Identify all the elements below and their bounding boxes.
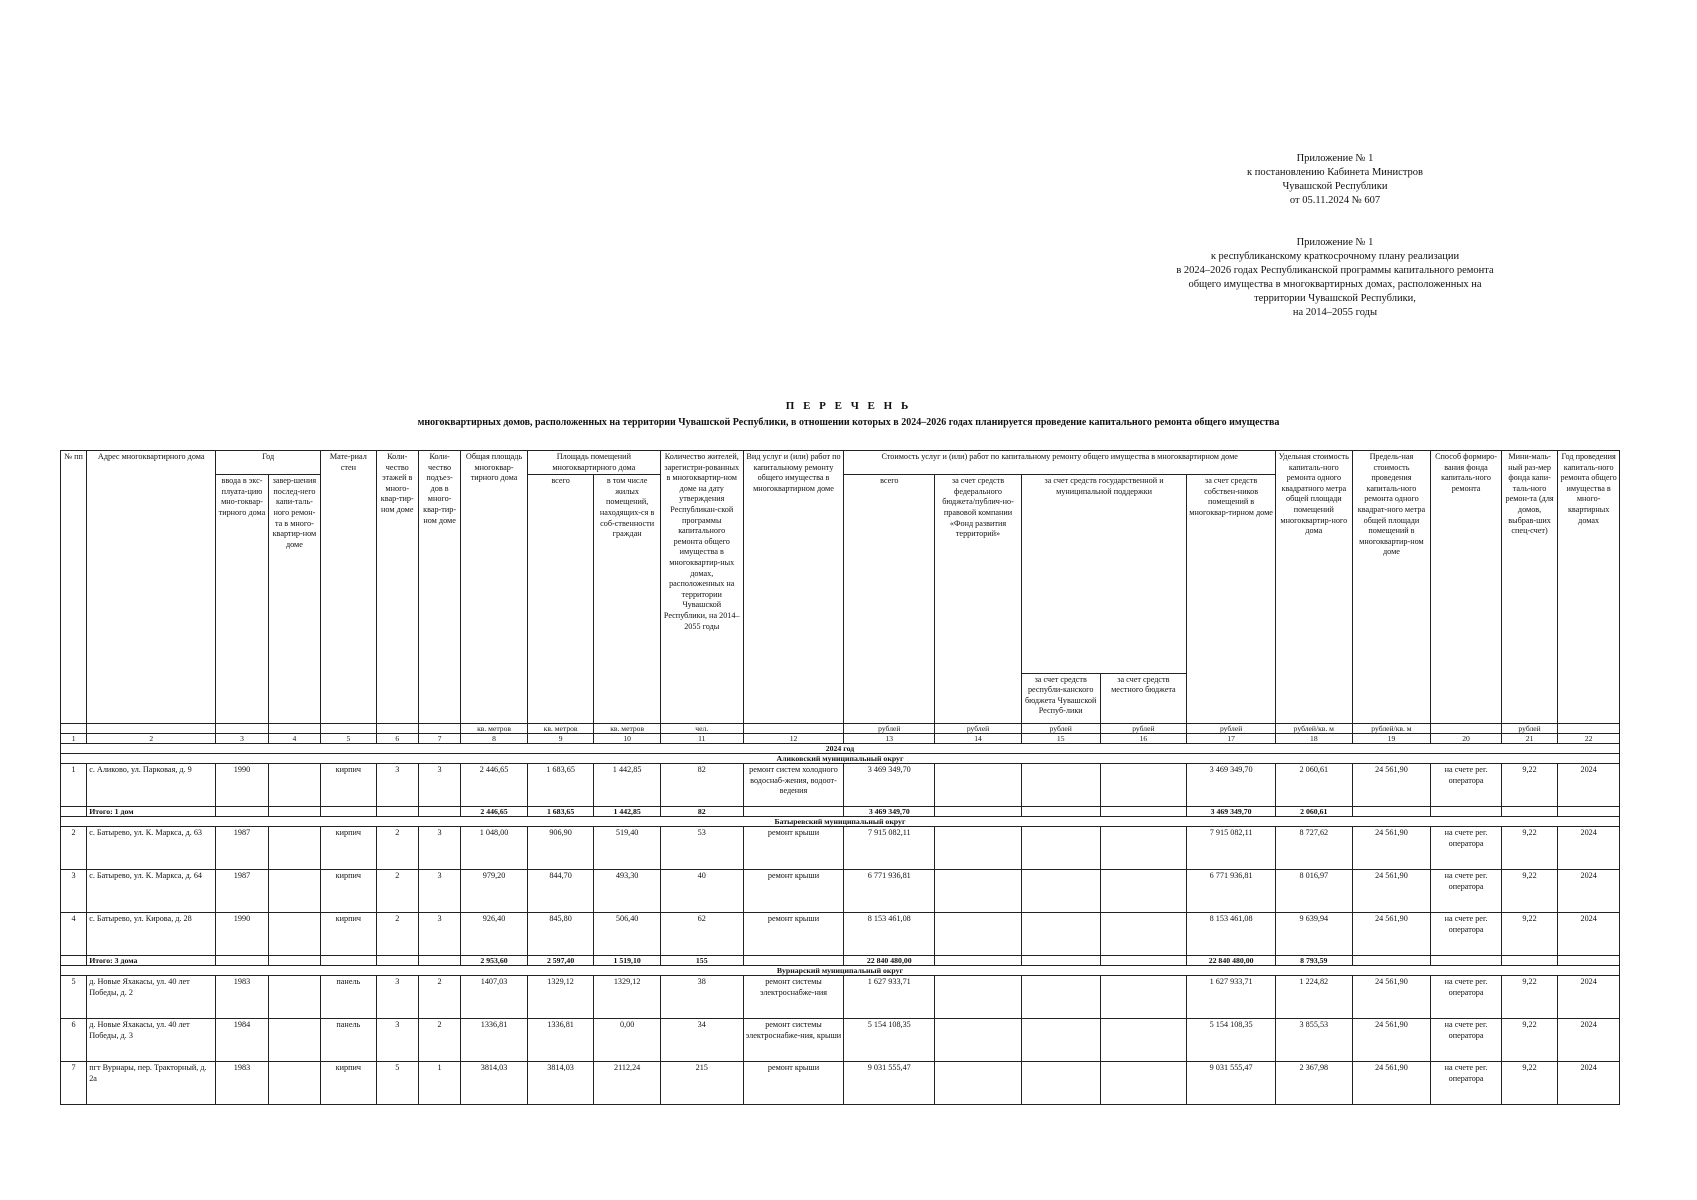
header-line: в 2024–2026 годах Республиканской программы капитального ремонта — [1176, 265, 1494, 276]
table-cell: 2024 — [1558, 1019, 1620, 1062]
table-cell: 1987 — [216, 870, 268, 913]
table-cell: 1336,81 — [527, 1019, 594, 1062]
col-header-floors: Коли-чество этажей в много-квар-тир-ном доме — [376, 451, 418, 724]
table-cell: с. Аликово, ул. Парковая, д. 9 — [87, 764, 216, 807]
col-header-total-area: Общая площадь многоквар-тирного дома — [461, 451, 528, 724]
table-cell: 6 — [61, 1019, 87, 1062]
table-cell: 1 224,82 — [1276, 976, 1353, 1019]
header-line: Приложение № 1 — [1296, 153, 1374, 164]
col-header-commission-year: ввода в экс-плуата-цию мно-гоквар-тирного дома — [216, 475, 268, 724]
table-cell: с. Батырево, ул. К. Маркса, д. 63 — [87, 827, 216, 870]
table-cell: 24 561,90 — [1352, 1062, 1431, 1105]
table-cell: 53 — [660, 827, 743, 870]
table-cell — [268, 1062, 320, 1105]
table-cell: ремонт системы электроснабже-ния, крыши — [743, 1019, 844, 1062]
table-cell: 3 — [418, 913, 460, 956]
header-line: к постановлению Кабинета Министров — [1247, 167, 1423, 178]
total-label: Итого: 3 дома — [87, 956, 216, 966]
table-cell: 2 — [418, 976, 460, 1019]
col-header-max-cost: Предель-ная стоимость проведения капиталь-ного ремонта одного квадрат-ного метра общей площади помещений в многоквартир-ном доме — [1352, 451, 1431, 724]
table-cell: панель — [321, 1019, 376, 1062]
table-cell: на счете рег. оператора — [1431, 764, 1502, 807]
table-cell: 40 — [660, 870, 743, 913]
table-cell: 3814,03 — [527, 1062, 594, 1105]
table-cell — [1100, 976, 1187, 1019]
table-cell: 7 915 082,11 — [1187, 827, 1276, 870]
table-cell: 3 — [61, 870, 87, 913]
table-cell: 7 915 082,11 — [844, 827, 935, 870]
table-cell: 845,80 — [527, 913, 594, 956]
table-cell — [1021, 1062, 1100, 1105]
table-cell: 9,22 — [1501, 764, 1557, 807]
table-cell: 2024 — [1558, 1062, 1620, 1105]
table-cell — [935, 976, 1022, 1019]
table-cell: д. Новые Яхакасы, ул. 40 лет Победы, д. 2 — [87, 976, 216, 1019]
col-header-cost-group: Стоимость услуг и (или) работ по капитальному ремонту общего имущества в многоквартирном доме — [844, 451, 1276, 475]
header-line: общего имущества в многоквартирных домах, расположенных на — [1188, 279, 1482, 290]
table-cell — [1021, 913, 1100, 956]
table-cell — [1021, 976, 1100, 1019]
table-cell — [935, 827, 1022, 870]
table-cell: 1990 — [216, 764, 268, 807]
table-cell: 493,30 — [594, 870, 661, 913]
table-cell: 24 561,90 — [1352, 976, 1431, 1019]
table-cell: 1983 — [216, 976, 268, 1019]
table-cell: 24 561,90 — [1352, 870, 1431, 913]
table-cell: 9 031 555,47 — [1187, 1062, 1276, 1105]
table-cell: 6 771 936,81 — [1187, 870, 1276, 913]
table-cell: 1990 — [216, 913, 268, 956]
table-cell: 3 — [418, 764, 460, 807]
table-cell: ремонт крыши — [743, 913, 844, 956]
header-line: к республиканскому краткосрочному плану реализации — [1210, 251, 1460, 262]
table-cell: 1407,03 — [461, 976, 528, 1019]
table-cell: 3814,03 — [461, 1062, 528, 1105]
table-row — [61, 827, 1620, 870]
table-cell: 24 561,90 — [1352, 764, 1431, 807]
table-cell — [935, 870, 1022, 913]
header-block-2 — [1075, 236, 1595, 320]
table-cell: 979,20 — [461, 870, 528, 913]
col-header-year-group: Год — [216, 451, 321, 475]
table-cell: 2112,24 — [594, 1062, 661, 1105]
table-cell: 9,22 — [1501, 913, 1557, 956]
col-header-unit-cost: Удельная стоимость капиталь-ного ремонта одного квадратного метра общей площади помещений многоквартир-ного дома — [1276, 451, 1353, 724]
table-cell: кирпич — [321, 870, 376, 913]
header-line: территории Чувашской Республики, — [1254, 293, 1416, 304]
col-header-fund-method: Способ формиро-вания фонда капиталь-ного ремонта — [1431, 451, 1502, 724]
district-label: Аликовский муниципальный округ — [61, 754, 1620, 764]
table-cell: 2 — [376, 870, 418, 913]
table-cell — [1021, 1019, 1100, 1062]
table-cell: 2 — [376, 913, 418, 956]
table-cell: 844,70 — [527, 870, 594, 913]
table-cell: 9,22 — [1501, 1062, 1557, 1105]
housing-list-table — [60, 450, 1620, 1105]
district-row — [61, 817, 1620, 827]
table-cell: 2024 — [1558, 870, 1620, 913]
table-cell: 5 154 108,35 — [844, 1019, 935, 1062]
col-header-area-total: всего — [527, 475, 594, 724]
table-cell: 1 627 933,71 — [844, 976, 935, 1019]
table-cell: 3 — [376, 1019, 418, 1062]
table-cell: 7 — [61, 1062, 87, 1105]
document-subtitle: многоквартирных домов, расположенных на территории Чувашской Республики, в отношении которых в 2024–2026 годах планируется проведение капитального ремонта общего имущества — [417, 417, 1280, 428]
table-cell: 3 — [376, 764, 418, 807]
table-cell: 1 442,85 — [594, 764, 661, 807]
table-cell: 906,90 — [527, 827, 594, 870]
table-cell: 1 683,65 — [527, 764, 594, 807]
table-cell: пгт Вурнары, пер. Тракторный, д. 2а — [87, 1062, 216, 1105]
table-cell: 5 — [61, 976, 87, 1019]
table-cell: кирпич — [321, 913, 376, 956]
table-cell: 82 — [660, 764, 743, 807]
table-cell: с. Батырево, ул. К. Маркса, д. 64 — [87, 870, 216, 913]
table-row — [61, 1062, 1620, 1105]
table-cell: на счете рег. оператора — [1431, 913, 1502, 956]
year-label: 2024 год — [61, 744, 1620, 754]
header-row-1 — [61, 451, 1620, 475]
header-line: от 05.11.2024 № 607 — [1289, 195, 1381, 206]
table-cell: на счете рег. оператора — [1431, 1062, 1502, 1105]
table-cell: 215 — [660, 1062, 743, 1105]
year-section-row — [61, 744, 1620, 754]
table-cell: 9,22 — [1501, 827, 1557, 870]
table-cell: 8 153 461,08 — [844, 913, 935, 956]
table-cell: 24 561,90 — [1352, 913, 1431, 956]
table-cell: д. Новые Яхакасы, ул. 40 лет Победы, д. 3 — [87, 1019, 216, 1062]
table-cell — [1100, 913, 1187, 956]
table-cell: 9,22 — [1501, 870, 1557, 913]
total-row: Итого: 1 дом 2 446,65 1 683,65 1 442,85 82 3 469 349,70 3 469 349,70 2 060,61 — [61, 807, 1620, 817]
col-header-cost-owners: за счет средств собствен-ников помещений в многоквар-тирном доме — [1187, 475, 1276, 724]
table-cell — [1100, 1019, 1187, 1062]
table-cell — [935, 1019, 1022, 1062]
table-cell — [935, 764, 1022, 807]
table-cell: ремонт крыши — [743, 1062, 844, 1105]
col-header-cost-federal: за счет средств федерального бюджета/публич-но-правовой компании «Фонд развития территорий» — [935, 475, 1022, 724]
table-cell: 8 016,97 — [1276, 870, 1353, 913]
col-header-address: Адрес многоквартирного дома — [87, 451, 216, 724]
table-cell: на счете рег. оператора — [1431, 870, 1502, 913]
table-cell: 1 048,00 — [461, 827, 528, 870]
district-label: Вурнарский муниципальный округ — [61, 966, 1620, 976]
district-label: Батыревский муниципальный округ — [61, 817, 1620, 827]
table-cell — [1021, 870, 1100, 913]
table-cell: 3 — [376, 976, 418, 1019]
table-row — [61, 913, 1620, 956]
header-line: на 2014–2055 годы — [1292, 307, 1378, 318]
table-cell — [935, 1062, 1022, 1105]
table-cell: 2 — [418, 1019, 460, 1062]
table-cell: 0,00 — [594, 1019, 661, 1062]
table-cell: 5 — [376, 1062, 418, 1105]
col-header-min-fund: Мини-маль-ный раз-мер фонда капи-таль-ного ремон-та (для домов, выбрав-ших спец-счет) — [1501, 451, 1557, 724]
table-cell: с. Батырево, ул. Кирова, д. 28 — [87, 913, 216, 956]
table-cell — [1100, 870, 1187, 913]
table-cell: 3 469 349,70 — [1187, 764, 1276, 807]
col-header-work-type: Вид услуг и (или) работ по капитальному ремонту общего имущества в многоквартирном доме — [743, 451, 844, 724]
table-cell: 1329,12 — [594, 976, 661, 1019]
table-cell: 34 — [660, 1019, 743, 1062]
table-cell — [268, 976, 320, 1019]
table-cell — [1021, 827, 1100, 870]
table-cell: 9,22 — [1501, 1019, 1557, 1062]
table-cell: 24 561,90 — [1352, 1019, 1431, 1062]
table-cell: 519,40 — [594, 827, 661, 870]
table-cell: 9,22 — [1501, 976, 1557, 1019]
header-line: Приложение № 1 — [1296, 237, 1374, 248]
table-cell — [268, 913, 320, 956]
col-header-material: Мате-риал стен — [321, 451, 376, 724]
col-header-repair-year: Год проведения капиталь-ного ремонта общего имущества в много-квартирных домах — [1558, 451, 1620, 724]
table-cell: 506,40 — [594, 913, 661, 956]
table-cell: 4 — [61, 913, 87, 956]
table-cell: ремонт крыши — [743, 870, 844, 913]
table-cell — [1100, 764, 1187, 807]
table-cell: 3 469 349,70 — [844, 764, 935, 807]
col-header-residents: Количество жителей, зарегистри-рованных в многоквартир-ном доме на дату утверждения Республикан-ской программы капитального ремонта общего имущества в многоквартир-ных домах, расположенных на территории Чувашской Республики, на 2014–2055 годы — [660, 451, 743, 724]
table-cell: 2 060,61 — [1276, 764, 1353, 807]
total-label: Итого: 1 дом — [87, 807, 216, 817]
col-header-support-group: за счет средств государственной и муниципальной поддержки — [1021, 475, 1186, 673]
table-row — [61, 976, 1620, 1019]
table-cell: ремонт системы электроснабже-ния — [743, 976, 844, 1019]
table-cell: 2 — [61, 827, 87, 870]
table-cell: 1329,12 — [527, 976, 594, 1019]
table-cell: кирпич — [321, 827, 376, 870]
col-header-last-repair-year: завер-шения послед-него капи-таль-ного ремон-та в много-квартир-ном доме — [268, 475, 320, 724]
table-cell — [935, 913, 1022, 956]
table-cell: ремонт систем холодного водоснаб-жения, водоот-ведения — [743, 764, 844, 807]
table-cell — [268, 870, 320, 913]
units-row: кв. метров кв. метров кв. метров чел. рублей рублей рублей рублей рублей рублей/кв. м рублей/кв. м рублей — [61, 724, 1620, 734]
table-cell — [268, 1019, 320, 1062]
table-cell: 1984 — [216, 1019, 268, 1062]
table-cell: 2 367,98 — [1276, 1062, 1353, 1105]
table-cell: 8 153 461,08 — [1187, 913, 1276, 956]
table-row — [61, 764, 1620, 807]
table-cell — [1100, 827, 1187, 870]
document-title: П Е Р Е Ч Е Н Ь — [785, 400, 912, 412]
col-header-cost-total: всего — [844, 475, 935, 724]
table-cell: 8 727,62 — [1276, 827, 1353, 870]
total-row: Итого: 3 дома 2 953,60 2 597,40 1 519,10 155 22 840 480,00 22 840 480,00 8 793,59 — [61, 956, 1620, 966]
district-row — [61, 754, 1620, 764]
table-cell: 1 — [418, 1062, 460, 1105]
table-cell: кирпич — [321, 764, 376, 807]
table-cell: 3 — [418, 827, 460, 870]
table-cell: 926,40 — [461, 913, 528, 956]
table-cell: 2 446,65 — [461, 764, 528, 807]
table-cell: на счете рег. оператора — [1431, 1019, 1502, 1062]
table-cell: на счете рег. оператора — [1431, 827, 1502, 870]
col-header-cost-republic: за счет средств республи-канского бюджета Чувашской Респуб-лики — [1021, 673, 1100, 723]
table-cell: 24 561,90 — [1352, 827, 1431, 870]
table-cell: 2024 — [1558, 827, 1620, 870]
table-cell: 9 031 555,47 — [844, 1062, 935, 1105]
table-cell: 3 855,53 — [1276, 1019, 1353, 1062]
table-cell: 62 — [660, 913, 743, 956]
table-cell: 2024 — [1558, 976, 1620, 1019]
col-header-area-group: Площадь помещений многоквартирного дома — [527, 451, 660, 475]
table-cell: 1983 — [216, 1062, 268, 1105]
table-cell — [268, 827, 320, 870]
table-cell: 38 — [660, 976, 743, 1019]
header-block-1 — [1170, 152, 1500, 208]
table-cell: 1336,81 — [461, 1019, 528, 1062]
col-header-area-residential: в том числе жилых помещений, находящих-ся в соб-ственности граждан — [594, 475, 661, 724]
table-row — [61, 870, 1620, 913]
col-header-cost-local: за счет средств местного бюджета — [1100, 673, 1187, 723]
table-cell: ремонт крыши — [743, 827, 844, 870]
table-cell — [268, 764, 320, 807]
table-cell — [1100, 1062, 1187, 1105]
table-cell: на счете рег. оператора — [1431, 976, 1502, 1019]
table-cell — [1021, 764, 1100, 807]
col-header-entrances: Коли-чество подъез-дов в много-квар-тир-ном доме — [418, 451, 460, 724]
table-cell: 5 154 108,35 — [1187, 1019, 1276, 1062]
table-cell: 1 627 933,71 — [1187, 976, 1276, 1019]
table-cell: панель — [321, 976, 376, 1019]
table-cell: 2024 — [1558, 913, 1620, 956]
district-row — [61, 966, 1620, 976]
column-number-row: 1 2 3 4 5 6 7 8 9 10 11 12 13 14 15 16 17 18 19 20 21 22 — [61, 734, 1620, 744]
table-cell: 1 — [61, 764, 87, 807]
header-line: Чувашской Республики — [1282, 181, 1388, 192]
table-cell: 3 — [418, 870, 460, 913]
table-cell: 2 — [376, 827, 418, 870]
table-cell: 2024 — [1558, 764, 1620, 807]
table-cell: 6 771 936,81 — [844, 870, 935, 913]
table-cell: кирпич — [321, 1062, 376, 1105]
col-header-num: № пп — [61, 451, 87, 724]
table-row — [61, 1019, 1620, 1062]
table-cell: 1987 — [216, 827, 268, 870]
table-cell: 9 639,94 — [1276, 913, 1353, 956]
